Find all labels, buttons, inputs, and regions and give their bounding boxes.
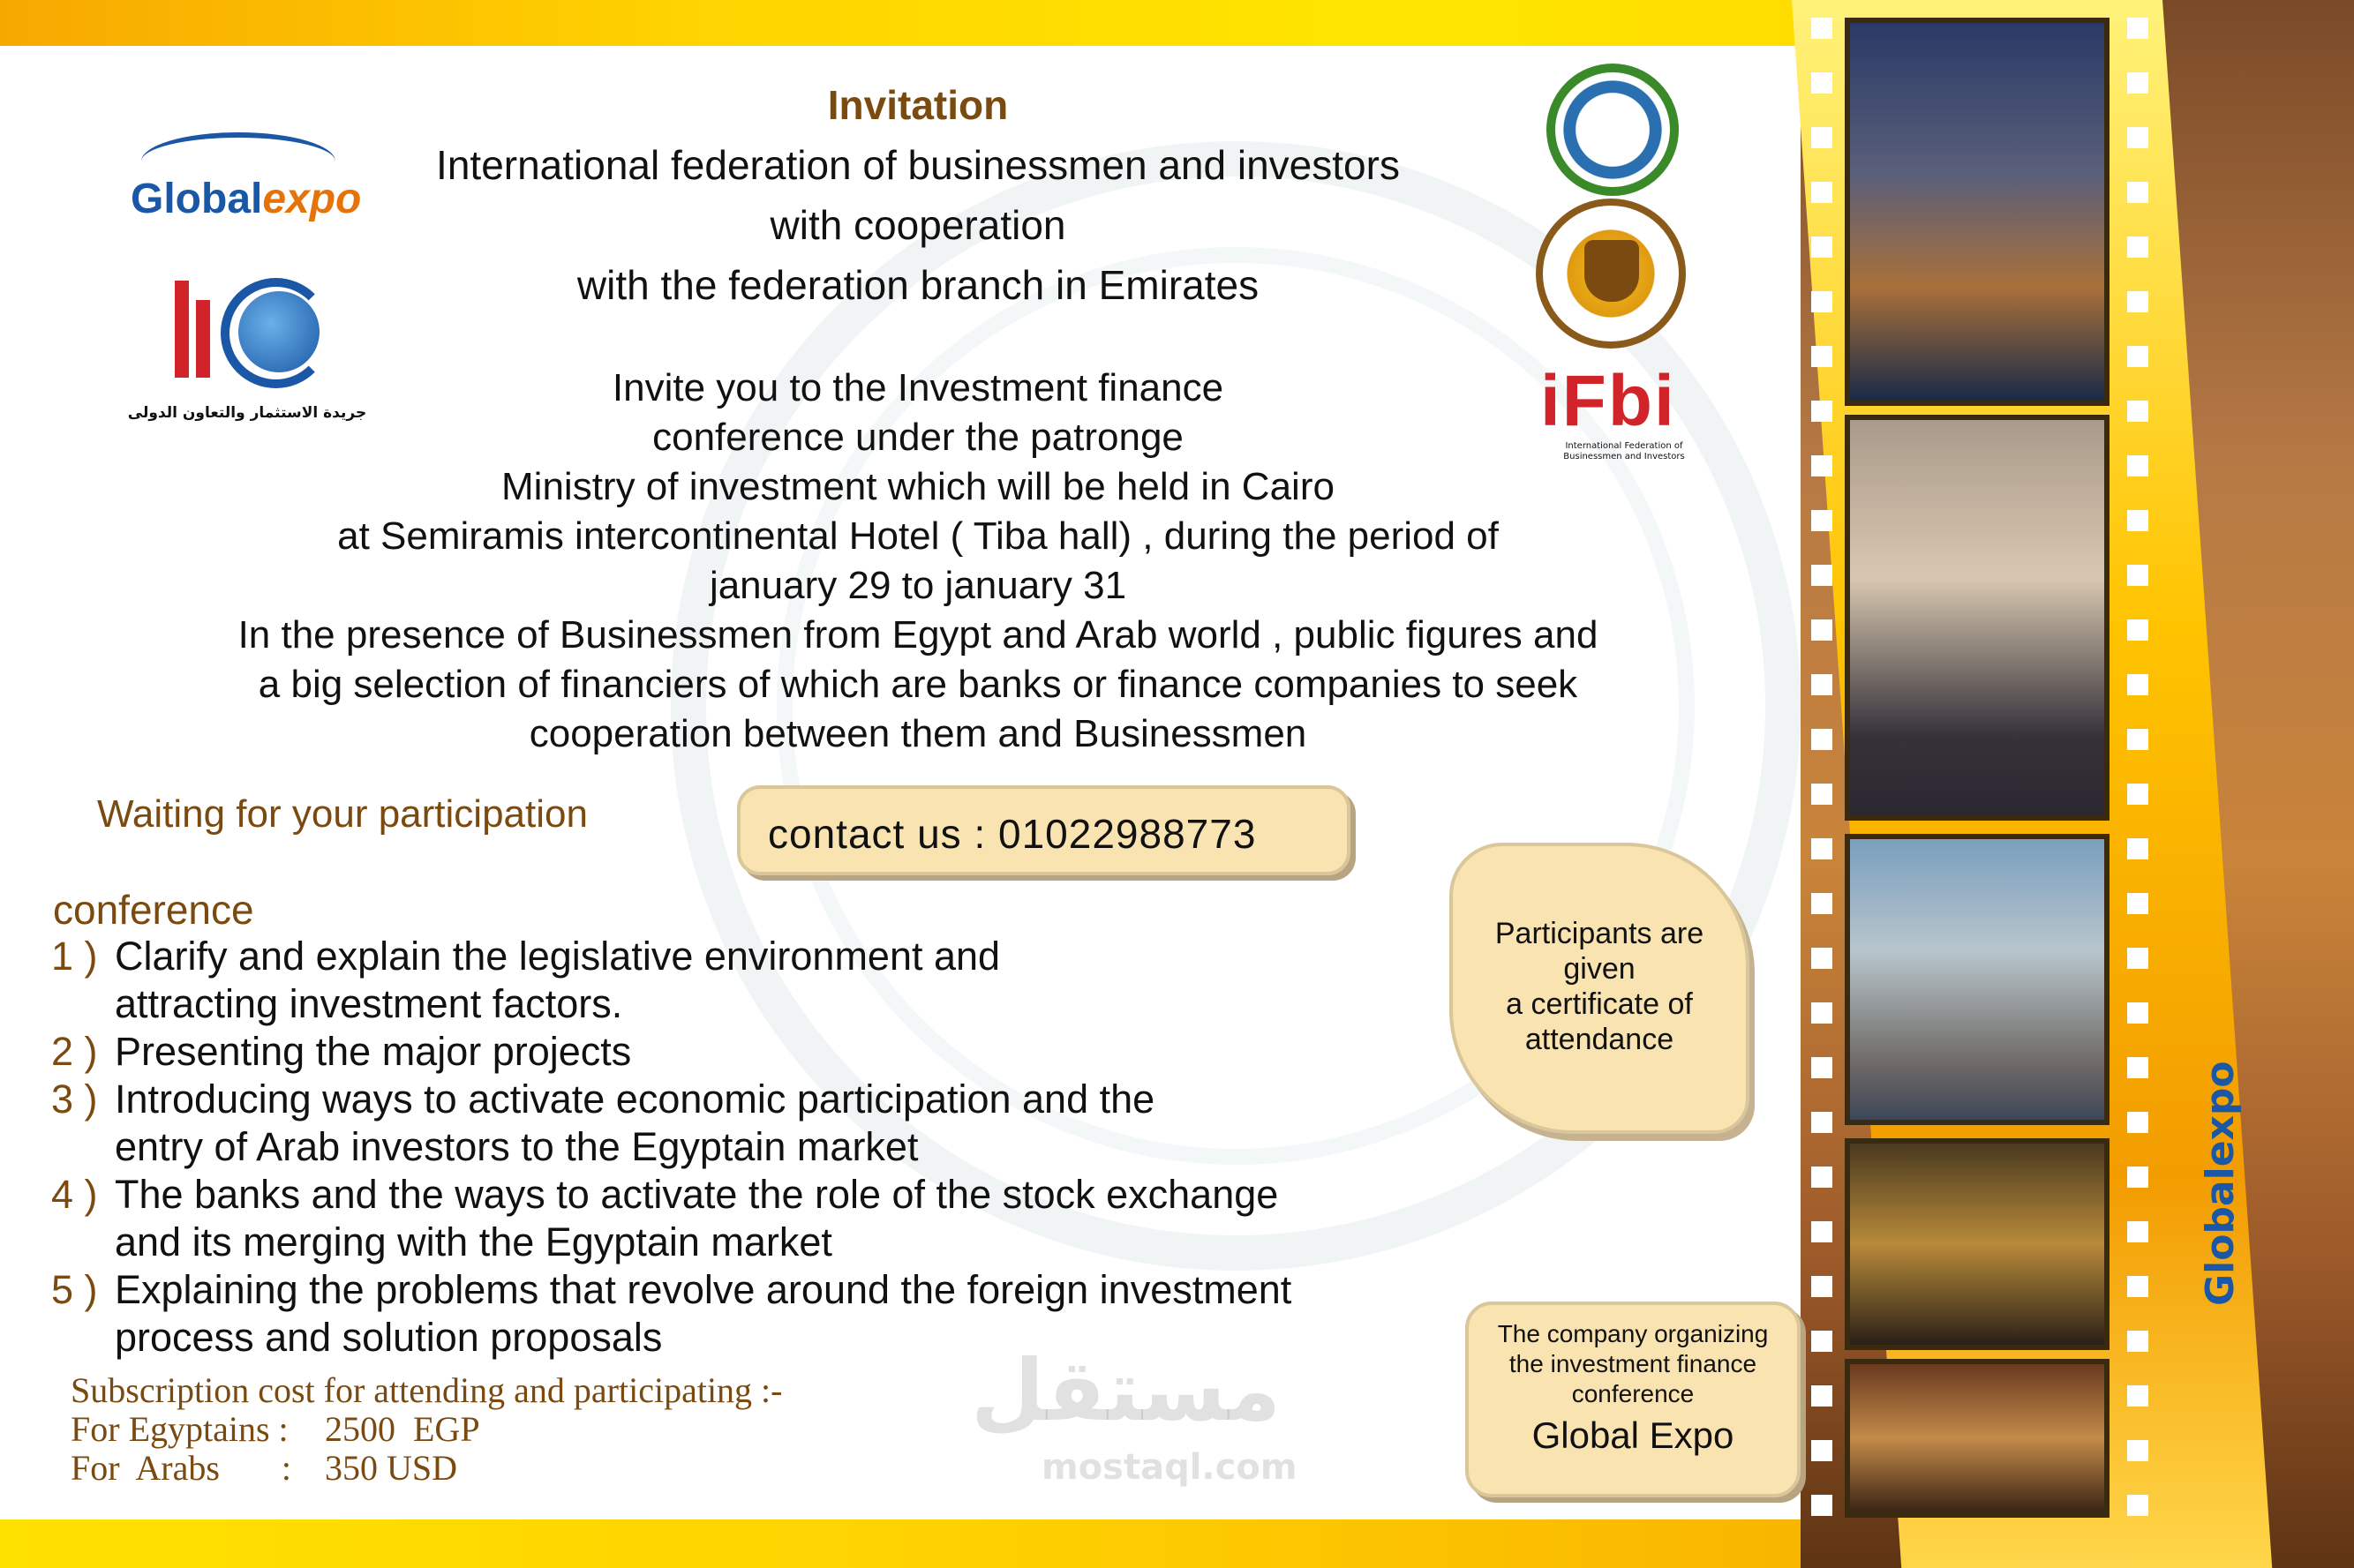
subscription-cost (71, 1371, 782, 1488)
organizer-line: conference (1571, 1380, 1695, 1407)
hg-logo-caption: جريدة الاستثمار والتعاون الدولى (127, 404, 367, 422)
invitation-title: Invitation (827, 82, 1009, 128)
ballroom-photo (1845, 415, 2110, 821)
item-text: Explaining the problems that revolve around the foreign investment (115, 1267, 1292, 1312)
item-number: 4 ) (51, 1172, 98, 1217)
item-text: Presenting the major projects (115, 1029, 632, 1074)
body-line: Ministry of investment which will be held in Cairo (501, 465, 1335, 508)
body-line: a big selection of financiers of which are banks or finance companies to seek (258, 663, 1578, 706)
item-text: entry of Arab investors to the Egyptain market (115, 1124, 919, 1169)
cost-value: 350 USD (325, 1448, 458, 1488)
list-item (51, 1171, 1516, 1266)
body-line: conference under the patronge (652, 416, 1184, 459)
list-item (51, 1266, 1516, 1362)
list-item (51, 1028, 1516, 1076)
organizer-line: The company organizing (1497, 1320, 1769, 1347)
list-item (51, 1076, 1516, 1171)
item-number: 1 ) (51, 934, 98, 979)
item-text: and its merging with the Egyptain market (115, 1219, 832, 1264)
conference-heading: conference (53, 887, 254, 933)
certificate-line: a certificate of (1506, 987, 1693, 1021)
header-line-1: International federation of businessmen and investors (436, 142, 1400, 188)
organizer-name: Global Expo (1531, 1414, 1734, 1456)
ifbi-logo: iFbi (1540, 361, 1676, 441)
lobby-photo (1845, 1138, 2110, 1350)
certificate-line: Participants are (1494, 917, 1704, 950)
contact-phone: contact us : 01022988773 (768, 811, 1257, 857)
film-holes-right (2127, 18, 2148, 1518)
cost-row-egypt (71, 1410, 782, 1449)
list-item (51, 933, 1516, 1028)
item-text: process and solution proposals (115, 1315, 663, 1360)
watermark-url: mostaql.com (1042, 1447, 1297, 1488)
cost-label: For Arabs : (71, 1448, 291, 1488)
item-text: attracting investment factors. (115, 981, 623, 1026)
hotel-day-photo (1845, 834, 2110, 1125)
certificate-line: given (1563, 952, 1636, 986)
body-line: at Semiramis intercontinental Hotel ( Tiba hall) , during the period of (337, 514, 1499, 558)
body-line: january 29 to january 31 (709, 564, 1127, 607)
ifbi-logo-caption: International Federation of Businessmen and Investors (1563, 441, 1685, 461)
invitation-body (0, 364, 1836, 759)
hotel-night-photo (1845, 18, 2110, 406)
header-line-2: with cooperation (770, 202, 1066, 248)
globalexpo-logo: Globalexpo (131, 176, 362, 222)
cost-row-arab (71, 1449, 782, 1488)
waiting-text: Waiting for your participation (97, 792, 588, 836)
cost-value: 2500 EGP (325, 1409, 480, 1449)
watermark-arabic: مستقل (971, 1341, 1282, 1440)
body-line: cooperation between them and Businessmen (529, 712, 1307, 755)
item-text: Clarify and explain the legislative environment and (115, 934, 1001, 979)
organizer-text (1474, 1319, 1792, 1409)
hall-photo (1845, 1359, 2110, 1518)
cost-heading: Subscription cost for attending and participating :- (71, 1370, 783, 1410)
cost-label: For Egyptains : (71, 1409, 289, 1449)
globalexpo-vertical-logo: Globalexpo (2198, 1061, 2243, 1306)
item-text: The banks and the ways to activate the role of the stock exchange (115, 1172, 1279, 1217)
item-number: 2 ) (51, 1029, 98, 1074)
header-line-3: with the federation branch in Emirates (576, 262, 1260, 308)
item-number: 3 ) (51, 1077, 98, 1122)
conference-list (51, 933, 1516, 1362)
certificate-line: attendance (1524, 1023, 1674, 1056)
body-line: In the presence of Businessmen from Egypt and Arab world , public figures and (237, 613, 1598, 656)
item-text: Introducing ways to activate economic participation and the (115, 1077, 1155, 1122)
certificate-text (1458, 916, 1741, 1057)
body-line: Invite you to the Investment finance (612, 366, 1224, 409)
organizer-line: the investment finance (1508, 1350, 1757, 1377)
item-number: 5 ) (51, 1267, 98, 1312)
